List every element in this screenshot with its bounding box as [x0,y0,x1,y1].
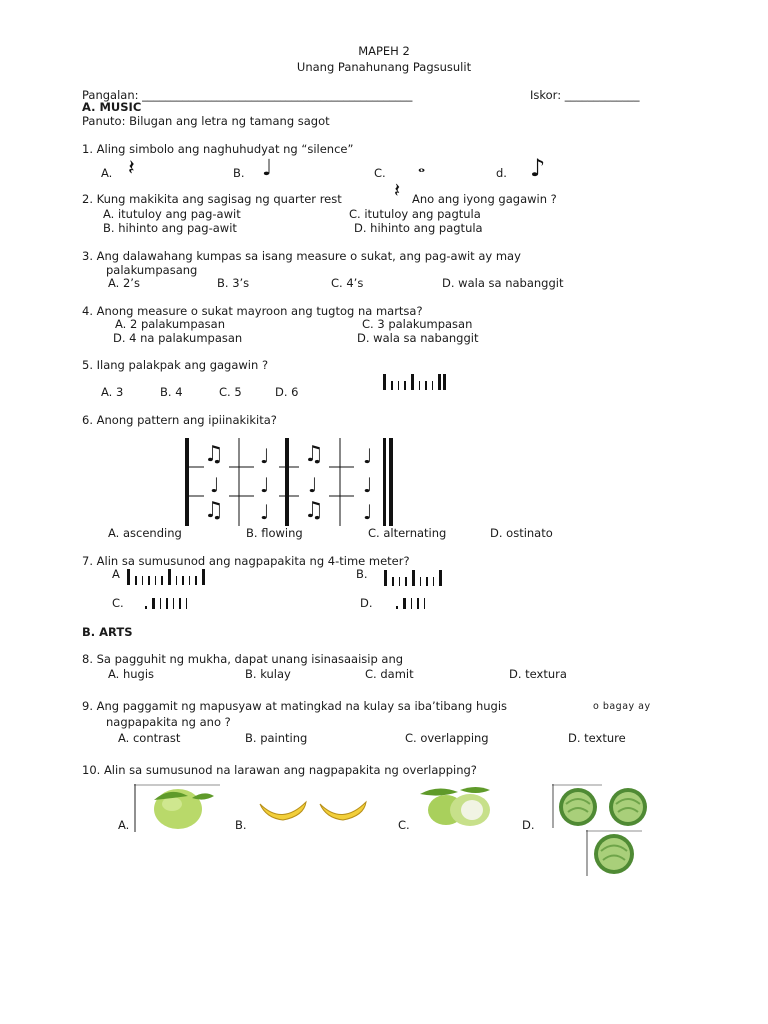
guava-image [134,784,220,832]
banana-image-2 [316,796,370,826]
beat-pattern [383,374,451,390]
quarter-rest-icon: 𝄽 [394,178,401,202]
q8-text: 8. Sa pagguhit ng mukha, dapat unang isinasaaisip ang [82,652,404,666]
beamed-eighth-notes-icon: ♫ [204,442,224,467]
q2-option-b: B. hihinto ang pag-awit [103,221,237,235]
name-field-label: Pangalan: _______________________________________________ [82,88,413,102]
music-heading: A. MUSIC [82,100,142,114]
q9-option-d: D. texture [568,731,626,745]
meter-pattern-b [384,570,447,586]
meter-pattern-d [396,593,430,609]
q5-text: 5. Ilang palakpak ang gagawin ? [82,358,269,372]
q7-option-c: C. [112,596,124,610]
q7-option-a: A [112,567,120,581]
q6-option-a: A. ascending [108,526,182,540]
eighth-note-icon: ♪ [530,154,546,182]
quarter-note-icon: ♩ [363,500,373,524]
q10-option-a: A. [118,818,130,832]
q2-option-a: A. itutuloy ang pag-awit [103,207,241,221]
q1-option-c: C. [374,166,386,180]
q10-option-c: C. [398,818,410,832]
quarter-note-icon: ♩ [363,473,373,497]
subject-title: MAPEH 2 [358,44,410,58]
q2-option-d: D. hihinto ang pagtula [354,221,483,235]
beamed-eighth-notes-icon: ♫ [304,442,324,467]
q5-option-d: D. 6 [275,385,299,399]
q3-option-d: D. wala sa nabanggit [442,276,564,290]
exam-title: Unang Panahunang Pagsusulit [296,60,472,74]
q5-option-b: B. 4 [160,385,183,399]
beamed-eighth-notes-icon: ♫ [304,498,324,523]
q3-text-cont: palakumpasang [106,263,198,277]
meter-pattern-a [127,569,210,585]
q5-option-a: A. 3 [101,385,124,399]
overlapping-guavas-image [416,784,496,828]
q4-option-d2: D. wala sa nabanggit [357,331,479,345]
q1-option-d: d. [496,166,507,180]
quarter-note-icon: ♩ [260,444,270,468]
q10-text: 10. Alin sa sumusunod na larawan ang nagpapakita ng overlapping? [82,763,477,777]
rhythm-pattern-grid [184,438,394,526]
q6-option-c: C. alternating [368,526,447,540]
q10-option-b: B. [235,818,247,832]
lettuce-image-2 [604,784,654,828]
q9-text: 9. Ang paggamit ng mapusyaw at matingkad na kulay sa iba’tibang hugis [82,699,508,713]
q9-text-cont: nagpapakita ng ano ? [106,715,231,729]
q4-option-d: D. 4 na palakumpasan [113,331,243,345]
meter-pattern-c [145,593,192,609]
quarter-note-icon: ♩ [262,156,273,181]
q9-option-c: C. overlapping [405,731,489,745]
q8-option-b: B. kulay [245,667,291,681]
banana-image-1 [256,796,310,826]
quarter-note-icon: ♩ [260,500,270,524]
q9-option-a: A. contrast [118,731,181,745]
q7-text: 7. Alin sa sumusunod ang nagpapakita ng 4-time meter? [82,554,410,568]
q3-option-c: C. 4’s [331,276,364,290]
q6-text: 6. Anong pattern ang ipiinakikita? [82,413,277,427]
q7-option-d: D. [360,596,373,610]
lettuce-image-3 [586,830,642,876]
q3-text: 3. Ang dalawahang kumpas sa isang measure o sukat, ang pag-awit ay may [82,249,521,263]
q6-option-d: D. ostinato [490,526,553,540]
q3-option-b: B. 3’s [217,276,250,290]
quarter-note-icon: ♩ [210,473,220,497]
q1-option-b: B. [233,166,245,180]
q8-option-c: C. damit [365,667,414,681]
q4-option-a: A. 2 palakumpasan [115,317,226,331]
instructions: Panuto: Bilugan ang letra ng tamang sagot [82,114,330,128]
quarter-note-icon: ♩ [260,473,270,497]
q8-option-d: D. textura [509,667,567,681]
score-field-label: Iskor: _____________ [530,88,640,102]
q3-option-a: A. 2’s [108,276,140,290]
quarter-rest-icon: 𝄽 [128,156,135,181]
whole-note-icon: 𝅝 [418,156,426,177]
q2-text: 2. Kung makikita ang sagisag ng quarter rest [82,192,342,206]
q7-option-b: B. [356,567,368,581]
beamed-eighth-notes-icon: ♫ [204,498,224,523]
q10-option-d: D. [522,818,535,832]
q5-option-c: C. 5 [219,385,242,399]
q2-text-tail: Ano ang iyong gagawin ? [412,192,557,206]
q1-text: 1. Aling simbolo ang naghuhudyat ng “silence” [82,142,354,156]
arts-heading: B. ARTS [82,625,133,639]
q8-option-a: A. hugis [108,667,155,681]
q2-option-c: C. itutuloy ang pagtula [349,207,481,221]
q4-option-c: C. 3 palakumpasan [362,317,473,331]
q1-option-a: A. [101,166,113,180]
q9-text-tail: o bagay ay [593,701,651,712]
q6-option-b: B. flowing [246,526,303,540]
q4-text: 4. Anong measure o sukat mayroon ang tugtog na martsa? [82,304,423,318]
quarter-note-icon: ♩ [363,444,373,468]
quarter-note-icon: ♩ [308,473,318,497]
lettuce-image-1 [552,784,602,828]
q9-option-b: B. painting [245,731,308,745]
